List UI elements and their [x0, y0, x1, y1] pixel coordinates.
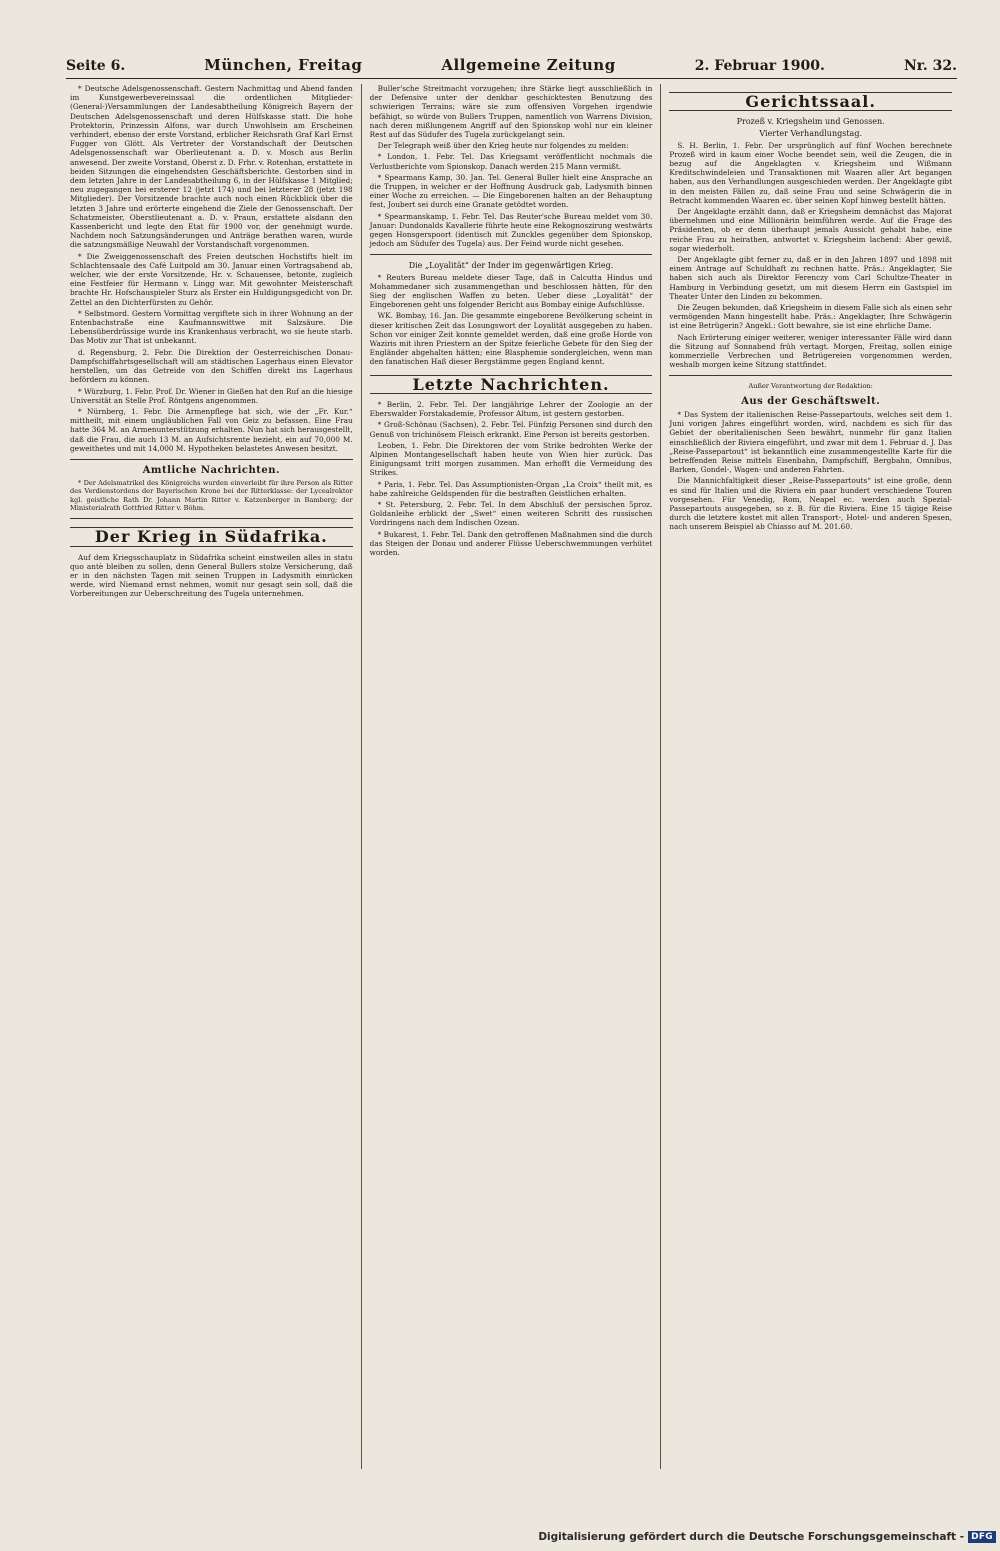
heading-amtliche-nachrichten: Amtliche Nachrichten. [142, 464, 281, 476]
masthead [66, 56, 957, 79]
article-passepartouts-touren: Die Mannichfaltigkeit dieser „Reise-Passepartouts“ ist eine große, denn es sind für Italien und die Riviera ein paar hundert verschiedene Touren vorgesehen. Für Venedig, Rom, Neapel ec. werden auch Spezial-Passepartouts ausgegeben, so z. B. für die Riviera. Eine 15 tägige Reise durch die letztere kostet mit allen Transport-, Hotel- und anderen Spesen, nach unserem Beispiel ab Chiasso auf M. 201.60. [669, 476, 953, 532]
dfg-logo: DFG [968, 1531, 996, 1543]
article-kriegsschauplatz: Auf dem Kriegsschauplatz in Südafrika scheint einstweilen alles in statu quo antè bleiben zu sollen, denn General Bullers stolze Versicherung, daß er in den nächsten Tagen mit seinen Truppen in Ladysmith einrücken werde, wird Niemand ernst nehmen, womit nur gesagt sein soll, daß die Vorbereitungen zur Ueberschreitung des Tugela unternehmen. [70, 552, 353, 599]
article-telegraph: Der Telegraph weiß über den Krieg heute nur folgendes zu melden: [377, 141, 629, 151]
article-leoben: Leoben, 1. Febr. Die Direktoren der vom Strike bedrohten Werke der Alpinen Montangesellschaft haben heute von Wien hier zurück. Das Einigungsamt tritt morgen zusammen. Man erhofft die Vermeidung des Strikes. [369, 440, 653, 478]
page-number: Seite 6. [66, 58, 126, 74]
article-regensburg: d. Regensburg, 2. Febr. Die Direktion der Oesterreichischen Donau-Dampfschiffahrtsgesellschaft will am städtischen Lagerhaus einen Elevator herstellen, um das Getreide von den Schiffen direkt ins Lagerhaus befördern zu können. [70, 347, 353, 385]
editorial-note: Außer Verantwortung der Redaktion: [748, 382, 873, 391]
heading-geschaeftswelt: Aus der Geschäftswelt. [741, 395, 881, 407]
article-gross-schoenau: * Groß-Schönau (Sachsen), 2. Febr. Tel. Fünfzig Personen sind durch den Genuß von trichinösem Fleisch erkrankt. Eine Person ist bereits gestorben. [369, 420, 653, 439]
credit-text: Digitalisierung gefördert durch die Deutsche Forschungsgemeinschaft - [538, 1531, 965, 1543]
column-1 [62, 84, 362, 1469]
article-paris: * Paris, 1. Febr. Tel. Das Assumptionisten-Organ „La Croix“ theilt mit, es habe zahlreiche Geldspenden für die bestraften Geistlichen erhalten. [369, 479, 653, 498]
article-bombay: WK. Bombay, 16. Jan. Die gesammte eingeborene Bevölkerung scheint in dieser kritischen Zeit das Losungswort der Loyalität ausgegeben zu haben. Schon vor einiger Zeit konnte gemeldet werden, daß eine große Horde von Waziris mit ihren Priestern an der Spitze feierliche Gebete für den Sieg der Engländer abgehalten hätten; eine Blasphemie sondergleichen, wenn man den fanatischen Haß dieser Bergstämme gegen England kennt. [369, 311, 653, 367]
article-selbstmord: * Selbstmord. Gestern Vormittag vergiftete sich in ihrer Wohnung an der Entenbachstraße eine Kaufmannswittwe mit Salzsäure. Die Lebensüberdrüssige wurde ins Krankenhaus verbracht, wo sie heute starb. Das Motiv zur That ist unbekannt. [70, 308, 353, 346]
column-3 [661, 84, 960, 1469]
article-prozess-majorat: Der Angeklagte erzählt dann, daß er Kriegsheim demnächst das Majorat übernehmen und eine Millionärin beimführen werde. Auf die Frage des Präsidenten, ob er denn überhaupt jemals Aussicht gehabt habe, eine reiche Frau zu heirathen, antwortet v. Kriegsheim lachend: Aber gewiß, sogar wiederholt. [669, 207, 953, 253]
article-prozess-vertagt: Nach Erörterung einiger weiterer, weniger interessanter Fälle wird dann die Sitzung auf Sonnabend früh vertagt. Morgen, Freitag, sollen einige kommerzielle Verbrechen und Betrügereien vorgenommen werden, weshalb morgen keine Sitzung stattfindet. [669, 332, 953, 370]
subheading-verhandlungstag: Vierter Verhandlungstag. [759, 129, 862, 139]
article-passepartouts: * Das System der italienischen Reise-Passepartouts, welches seit dem 1. Juni vorigen Jahres eingeführt worden, wird, nachdem es sich für das Gebiet der oberitalienischen Seen bewährt, nunmehr für ganz Italien einschließlich der Riviera eingeführt, und zwar mit dem 1. Februar d. J. Das „Reise-Passepartout“ ist bekanntlich eine zusammengestellte Karte für die betreffenden Reise mittels Eisenbahn, Dampfschiff, Bergbahn, Omnibus, Barken, Gondel-, Wagen- und anderen Fahrten. [669, 409, 953, 475]
article-wuerzburg: * Würzburg, 1. Febr. Prof. Dr. Wiener in Gießen hat den Ruf an die hiesige Universität an Stelle Prof. Röntgens angenommen. [70, 386, 353, 405]
heading-krieg-suedafrika: Der Krieg in Südafrika. [70, 527, 353, 546]
article-prozess-berlin: S. H. Berlin, 1. Febr. Der ursprünglich auf fünf Wochen berechnete Prozeß wird in kaum einer Woche beendet sein, weil die Zeugen, die in bezug auf die Angeklagten v. Kriegsheim und Wißmann Kreditschwindeleien und Transaktionen mit Waaren aller Art begangen haben, aus den Verhandlungen ausgeschieden werden. Der Angeklagte gibt in den meisten Fällen zu, daß seine Frau und seine Schwägerin die in Betracht kommenden Waaren ec. über seinen Kopf hinweg bestellt hätten. [669, 140, 953, 205]
article-adelsmatrikel: * Der Adelsmatrikel des Königreichs wurden einverleibt für ihre Person als Ritter des Verdienstordens der Bayerischen Krone bei der Ritterklasse: der Lycealrektor kgl. geistliche Rath Dr. Johann Martin Ritter v. Katzenberger in Bamberg; der Ministerialrath Gottfried Ritter v. Böhm. [70, 479, 353, 513]
heading-loyalitaet: Die „Loyalität“ der Inder im gegenwärtigen Krieg. [408, 261, 614, 271]
digitization-credit [538, 1531, 996, 1543]
divider [70, 518, 353, 519]
article-buller: Buller'sche Streitmacht vorzugehen; ihre Stärke liegt ausschließlich in der Defensive unter der denkbar geschicktesten Benutzung des schwierigen Terrains; wäre sie zum offensiven Vorgehen irgendwie befähigt, so würde von Bullers Truppen, namentlich von Warrens Division, nach deren mißlungenem Angriff auf den Spionskop wohl nur ein kleiner Rest auf das Südufer des Tugela zurückgelangt sein. [369, 84, 653, 140]
columns [62, 84, 960, 1469]
article-spearmans-kamp: * Spearmans Kamp, 30. Jan. Tel. General Buller hielt eine Ansprache an die Truppen, in welcher er der Hoffnung Ausdruck gab, Ladysmith binnen einer Woche zu erreichen. — Die Eingeborenen halten an der Behauptung fest, Joubert sei durch eine Granate getödtet worden. [369, 172, 653, 210]
column-2 [362, 84, 662, 1469]
article-spearmanskamp: * Spearmanskamp, 1. Febr. Tel. Das Reuter'sche Bureau meldet vom 30. Januar: Dundonalds Kavallerie führte heute eine Rekognoszirung westwärts gegen Honsgerspoort (identisch mit Zunckles gegenüber dem Spionskop, jedoch am Südufer des Tugela) aus. Der Feind wurde nicht gesehen. [369, 211, 653, 249]
issue-number: Nr. 32. [903, 58, 957, 74]
paper-title: Allgemeine Zeitung [441, 56, 616, 74]
article-nuernberg: * Nürnberg, 1. Febr. Die Armenpflege hat sich, wie der „Fr. Kur.“ mittheilt, mit einem ungläublichen Fall von Geiz zu befassen. Eine Frau hatte 364 M. an Armenunterstützung erhalten. Nun hat sich herausgestellt, daß die Frau, die auch 13 M. an Aufsichtsrente bezieht, ein auf 70,000 M. geweithetes und mit 14,000 M. Hypotheken belastetes Anwesen besitzt. [70, 406, 353, 453]
article-london: * London, 1. Febr. Tel. Das Kriegsamt veröffentlicht nochmals die Verlustberichte vom Spionskop. Danach werden 215 Mann vermißt. [369, 152, 653, 171]
article-zweiggenossenschaft: * Die Zweiggenossenschaft des Freien deutschen Hochstifts hielt im Schlachtensaale des Café Luitpold am 30. Januar einen Vortragsabend ab, welcher, wie der erste Vorsitzende, Hr. v. Schauensee, betonte, zugleich eine Festfeier für Hermann v. Lingg war. Mit gewohnter Meisterschaft brachte Hr. Hofschauspieler Sturz als Erster ein Huldigungsgedicht von Dr. Zettel an den Dichterfürsten zu Gehör. [70, 251, 353, 307]
heading-gerichtssaal: Gerichtssaal. [669, 92, 952, 111]
divider [370, 254, 653, 255]
issue-date: 2. Februar 1900. [694, 58, 825, 74]
subheading-prozess: Prozeß v. Kriegsheim und Genossen. [736, 117, 885, 127]
article-berlin: * Berlin, 2. Febr. Tel. Der langjährige Lehrer der Zoologie an der Eberswalder Forstakademie, Professor Altum, ist gestern gestorben. [369, 399, 653, 419]
article-bukarest: * Bukarest, 1. Febr. Tel. Dank den getroffenen Maßnahmen sind die durch das Steigen der Donau und anderer Flüsse Ueberschwemmungen verhütet worden. [369, 529, 653, 557]
city-date: München, Freitag [204, 56, 363, 74]
divider [70, 459, 353, 460]
divider [669, 375, 952, 376]
article-prozess-theater: Der Angeklagte gibt ferner zu, daß er in den Jahren 1897 und 1898 mit einem Antrage auf Schuldhaft zu rechnen hatte. Präs.: Angeklagter, Sie haben sich auch als Direktor Ferenczy vom Carl Schultze-Theater in Hamburg in Verbindung gesetzt, um mit diesem Herrn ein Gastspiel im Theater Unter den Linden zu bekommen. [669, 255, 953, 301]
heading-letzte-nachrichten: Letzte Nachrichten. [370, 375, 653, 394]
article-adelsgenossenschaft: * Deutsche Adelsgenossenschaft. Gestern Nachmittag und Abend fanden im Kunstgewerbevereinssaal die ordentlichen Mitglieder-(General-)Versammlungen der Landesabtheilung Königreich Bayern der Deutschen Adelsgenossenschaft und deren Hülfskasse statt. Die hohe Protektorin, Prinzessin Alfons, war durch Unwohlsein am Erscheinen verhindert, ebenso der erste Vorstand, erblicher Reichsrath Graf Karl Ernst Fugger von Glött. Als Vertreter der Vorstandschaft der Deutschen Adelsgenossenschaft war Oberlieutenant a. D. v. Mosch aus Berlin anwesend. Der zweite Vorstand, Oberst z. D. Frhr. v. Rotenhan, erstattete in beiden Sitzungen die eingehendsten Geschäftsberichte. Gestorben sind in dem letzten Jahre in der Landesabtheilung 6, in der Hülfskasse 1 Mitglied; neu zugegangen bei ersterer 12 (jetzt 174) und bei letzterer 28 (jetzt 198 Mitglieder). Der Vorsitzende brachte auch noch einen Rückblick über die letzten 3 Jahre und erörterte eingehend die Ziele der Genossenschaft. Der Schatzmeister, Oberstlieutenant a. D. v. Praun, erstattete alsdann den Kassenbericht und legte den Etat für 1900 vor, der genehmigt wurde. Nachdem noch Satzungsänderungen und Anträge berathen waren, wurde die satzungsmäßige Neuwahl der Vorstandschaft vorgenommen. [70, 84, 353, 250]
article-st-petersburg: * St. Petersburg, 2. Febr. Tel. In dem Abschluß der persischen 5proz. Goldanleihe erblickt der „Swet“ einen weiteren Schritt des russischen Vordringens nach dem Indischen Ozean. [369, 499, 653, 528]
article-reuters: * Reuters Bureau meldete dieser Tage, daß in Calcutta Hindus und Mohammedaner sich zusammengethan und beschlossen hätten, für den Sieg der englischen Waffen zu beten. Ueber diese „Loyalität“ der Eingeborenen geht uns folgender Bericht aus Bombay einige Aufschlüsse. [369, 272, 653, 310]
article-prozess-zeugen: Die Zeugen bekunden, daß Kriegsheim in diesem Falle sich als einen sehr vermögenden Mann hingestellt habe. Präs.: Angeklagter, Ihre Schwägerin ist eine Betrügerin? Angekl.: Gott bewahre, sie ist eine ehrliche Dame. [669, 303, 953, 331]
